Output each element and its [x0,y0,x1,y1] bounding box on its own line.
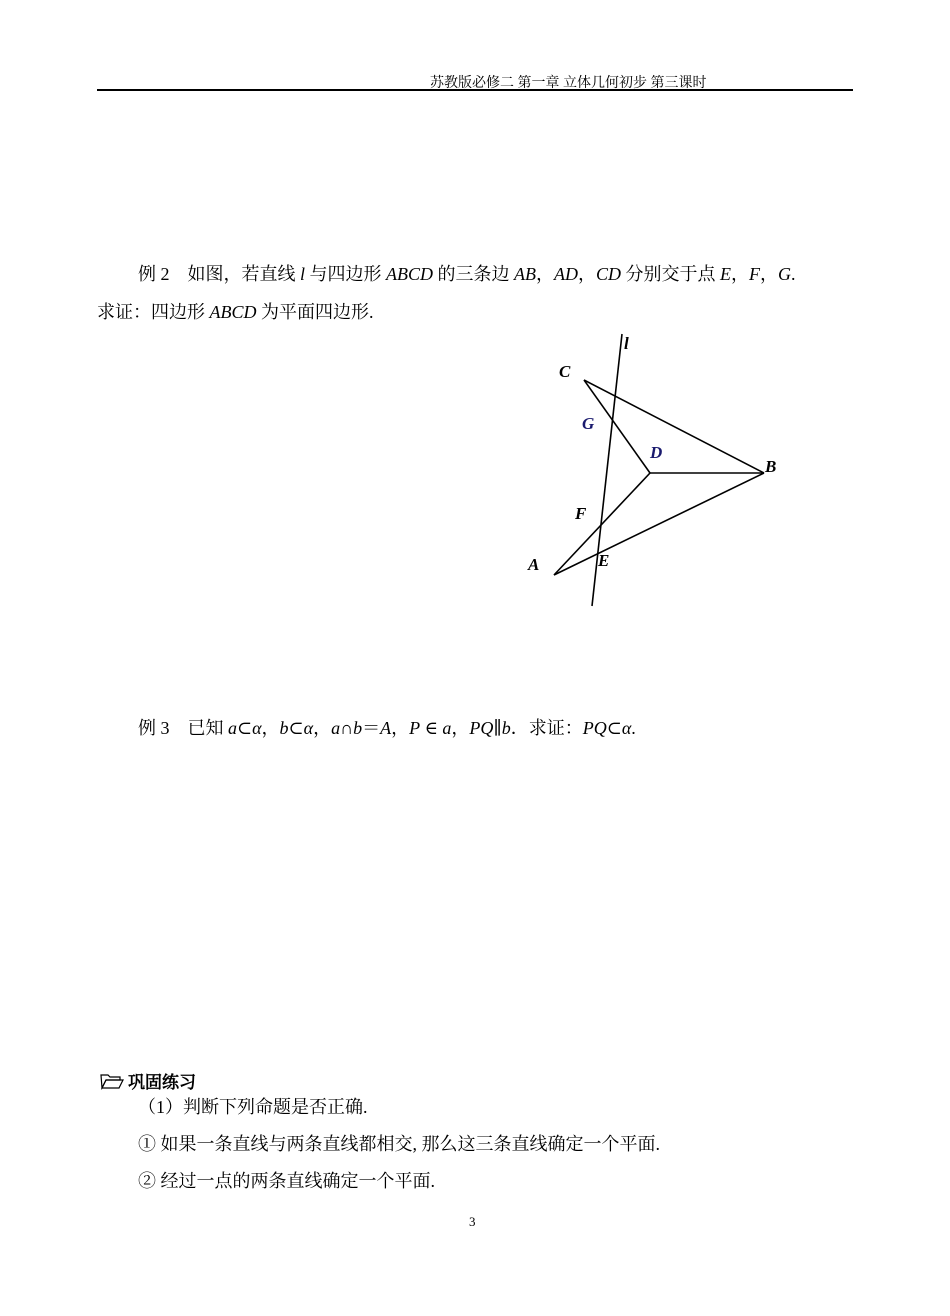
text-run: ， [578,264,597,284]
element-of-symbol: ∈ [420,718,443,738]
label-b: B [765,457,777,476]
practice-item-2: ② 经过一点的两条直线确定一个平面. [138,1171,435,1191]
label-e: E [598,551,610,570]
text-run: ， [731,264,750,284]
label-l: l [624,334,629,353]
var-alpha: α [621,718,632,738]
var-p: P [409,718,421,738]
var-abcd: ABCD [209,302,257,322]
var-pq: PQ [469,718,494,738]
var-b: b [501,718,511,738]
text-run: 分别交于点 [621,264,721,284]
subset-symbol: ⊂ [606,718,622,738]
label-d: D [650,443,663,462]
var-ad: AD [554,264,579,284]
var-e: E [720,264,732,284]
var-ab: AB [514,264,537,284]
text-run: . [791,264,796,284]
segment-ab [554,473,764,575]
example2-line2 [97,300,374,324]
var-alpha: α [252,718,262,738]
text-run: ， [536,264,555,284]
text-run: 与四边形 [305,264,387,284]
practice-heading-text: 巩固练习 [128,1073,196,1093]
var-g: G [778,264,792,284]
page-header-title: 苏教版必修二 第一章 立体几何初步 第三课时 [430,76,707,91]
folder-icon [100,1072,124,1090]
equals-symbol: ＝ [362,718,381,738]
text-run: 例 3 已知 [138,718,228,738]
text-run: 求证：四边形 [97,302,210,322]
quadrilateral-figure [520,330,800,620]
label-a: A [528,555,540,574]
example3-line [138,716,636,740]
practice-item-1: ① 如果一条直线与两条直线都相交, 那么这三条直线确定一个平面. [138,1134,660,1154]
var-alpha: α [303,718,314,738]
text-run: 的三条边 [433,264,515,284]
figure-lines [554,334,764,606]
var-f: F [749,264,761,284]
var-b: b [353,718,363,738]
text-run: ．求证： [510,718,583,738]
text-run: 例 2 如图，若直线 [138,264,300,284]
text-run: ， [391,718,410,738]
var-a-point: A [380,718,392,738]
parallel-symbol: ∥ [493,718,502,738]
intersect-symbol: ∩ [340,718,354,738]
var-a: a [442,718,452,738]
var-a: a [228,718,237,738]
label-f: F [575,504,587,523]
text-run: 为平面四边形. [256,302,374,322]
example2-line1 [138,262,796,286]
subset-symbol: ⊂ [237,718,253,738]
text-run: . [631,718,636,738]
var-b: b [279,718,289,738]
subset-symbol: ⊂ [288,718,304,738]
text-run: ， [313,718,332,738]
page-number: 3 [469,1214,476,1229]
label-g: G [582,414,595,433]
var-l: l [300,264,306,284]
var-cd: CD [596,264,622,284]
label-c: C [559,362,571,381]
practice-question-1: （1）判断下列命题是否正确. [138,1097,368,1117]
text-run: ， [261,718,280,738]
text-run: ， [451,718,470,738]
text-run: ， [760,264,779,284]
var-abcd: ABCD [386,264,434,284]
var-pq: PQ [582,718,607,738]
practice-heading [100,1068,196,1093]
var-a: a [331,718,341,738]
header-rule [97,89,853,91]
